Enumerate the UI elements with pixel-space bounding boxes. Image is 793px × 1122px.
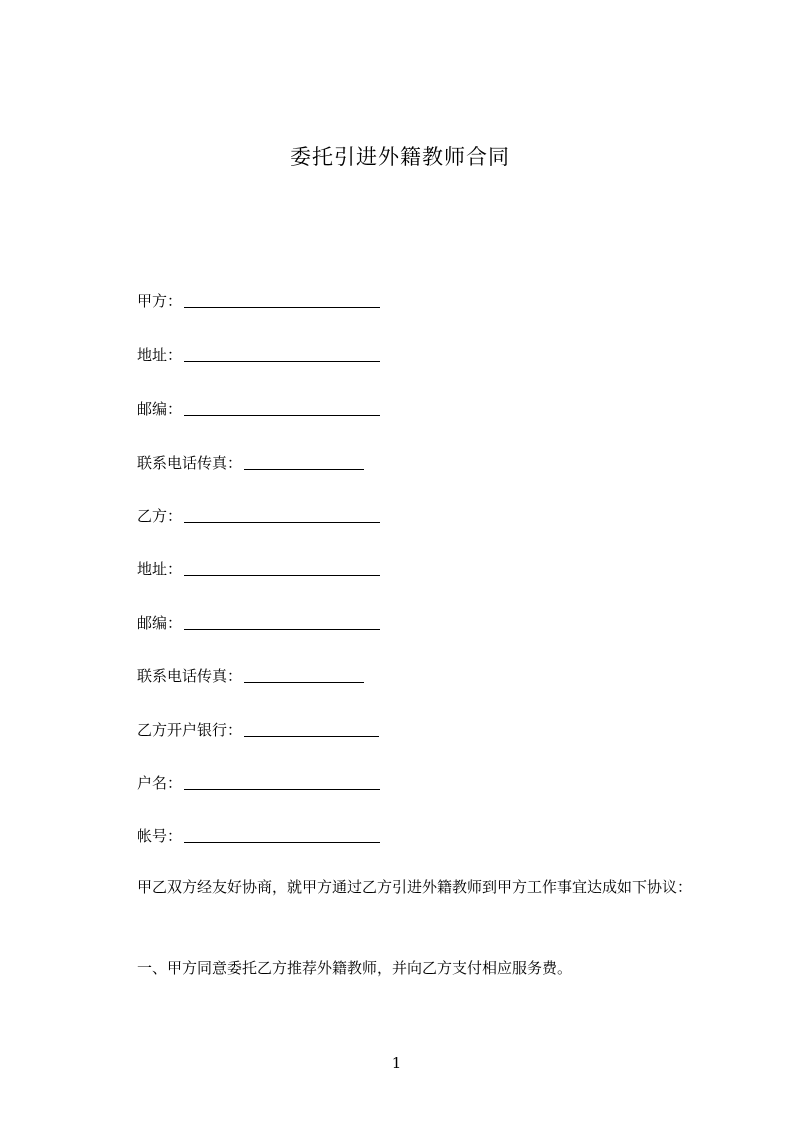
party-a-postcode-blank[interactable] [184, 399, 380, 416]
party-b-postcode-field [137, 611, 380, 633]
party-b-name-label: 乙方： [137, 507, 183, 525]
party-a-name-label: 甲方： [137, 292, 183, 310]
party-b-name-blank[interactable] [184, 506, 380, 523]
party-a-address-field [137, 343, 380, 365]
intro-paragraph: 甲乙双方经友好协商，就甲方通过乙方引进外籍教师到甲方工作事宜达成如下协议： [137, 878, 693, 896]
party-b-name-field [137, 504, 380, 526]
party-b-postcode-label: 邮编： [137, 614, 183, 632]
party-a-postcode-field [137, 397, 380, 419]
party-a-name-blank[interactable] [184, 291, 380, 308]
party-b-account-name-label: 户名： [137, 774, 183, 792]
party-b-account-number-label: 帐号： [137, 827, 183, 845]
party-b-bank-label: 乙方开户银行： [137, 721, 243, 739]
party-b-bank-blank[interactable] [244, 720, 379, 737]
party-b-account-name-blank[interactable] [184, 773, 380, 790]
party-b-account-number-field [137, 824, 380, 846]
party-b-bank-field [137, 718, 379, 740]
party-a-phone-fax-blank[interactable] [244, 453, 364, 470]
clause-1: 一、甲方同意委托乙方推荐外籍教师，并向乙方支付相应服务费。 [137, 959, 573, 977]
party-b-phone-fax-field [137, 664, 364, 686]
document-title: 委托引进外籍教师合同 [290, 145, 510, 169]
party-b-phone-fax-blank[interactable] [244, 666, 364, 683]
party-a-address-blank[interactable] [184, 345, 380, 362]
party-b-account-name-field [137, 771, 380, 793]
party-a-name-field [137, 289, 380, 311]
party-b-postcode-blank[interactable] [184, 613, 380, 630]
party-b-account-number-blank[interactable] [184, 826, 380, 843]
party-a-postcode-label: 邮编： [137, 400, 183, 418]
party-b-address-label: 地址： [137, 560, 183, 578]
party-a-address-label: 地址： [137, 346, 183, 364]
party-b-address-blank[interactable] [184, 559, 380, 576]
party-a-phone-fax-label: 联系电话传真： [137, 454, 243, 472]
party-b-address-field [137, 557, 380, 579]
party-b-phone-fax-label: 联系电话传真： [137, 667, 243, 685]
party-a-phone-fax-field [137, 451, 364, 473]
page-number: 1 [391, 1054, 402, 1072]
